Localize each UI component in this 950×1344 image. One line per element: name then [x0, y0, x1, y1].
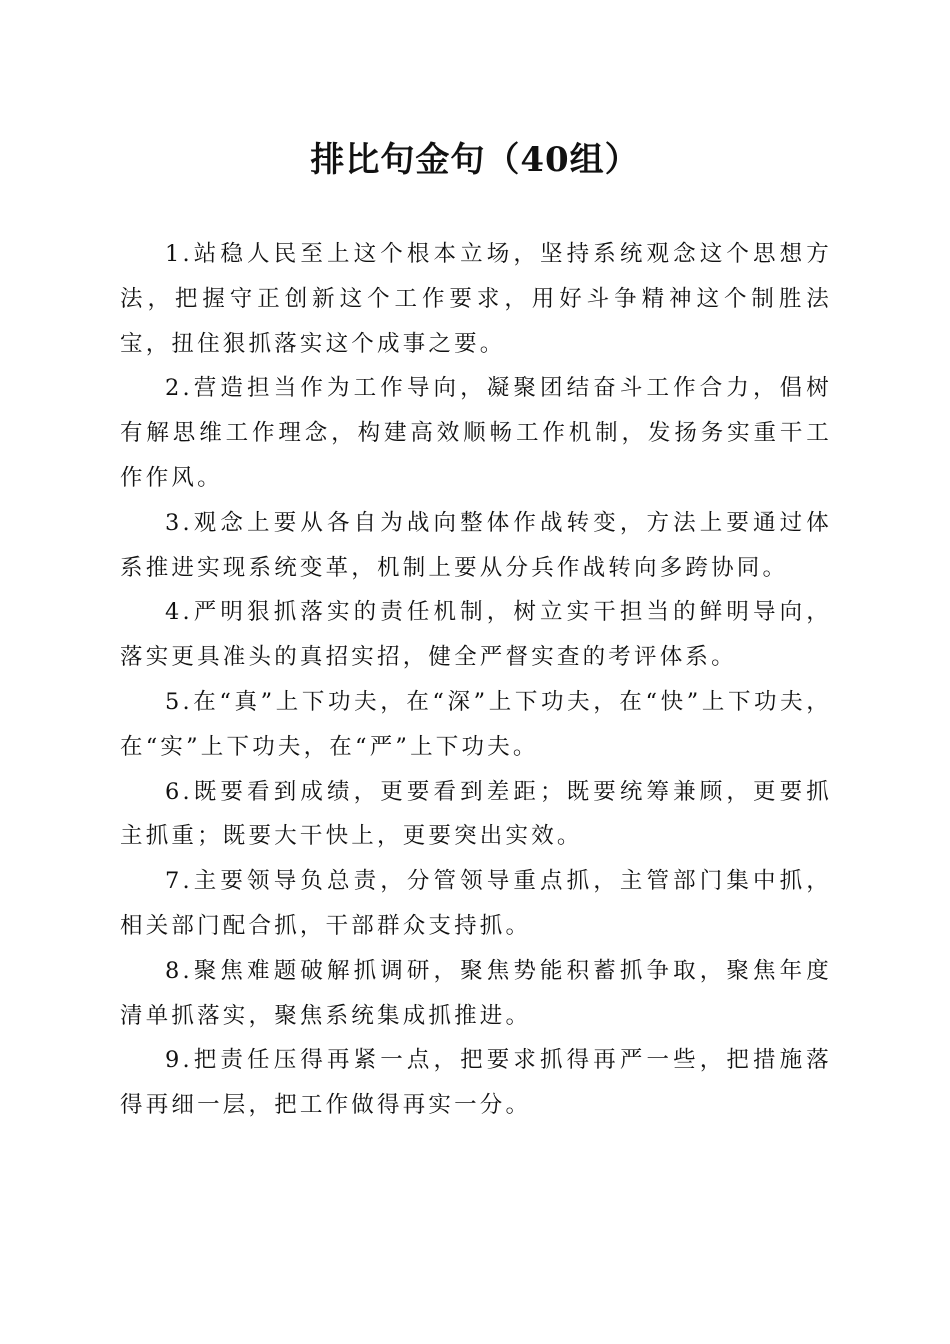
paragraph-7: 7.主要领导负总责，分管领导重点抓，主管部门集中抓，相关部门配合抓，干部群众支持抓。 [120, 868, 832, 939]
paragraph-2: 2.营造担当作为工作导向，凝聚团结奋斗工作合力，倡树有解思维工作理念，构建高效顺畅工作机制，发扬务实重干工作作风。 [120, 375, 832, 491]
paragraph-6: 6.既要看到成绩，更要看到差距；既要统筹兼顾，更要抓主抓重；既要大干快上，更要突出实效。 [120, 778, 832, 850]
document-body [120, 232, 832, 1128]
paragraph-4: 4.严明狠抓落实的责任机制，树立实干担当的鲜明导向，落实更具准头的真招实招，健全严督实查的考评体系。 [120, 599, 832, 671]
paragraph-1: 1.站稳人民至上这个根本立场，坚持系统观念这个思想方法，把握守正创新这个工作要求，用好斗争精神这个制胜法宝，扭住狠抓落实这个成事之要。 [120, 241, 832, 357]
paragraph-8: 8.聚焦难题破解抓调研，聚焦势能积蓄抓争取，聚焦年度清单抓落实，聚焦系统集成抓推进。 [120, 957, 832, 1029]
paragraph-3: 3.观念上要从各自为战向整体作战转变，方法上要通过体系推进实现系统变革，机制上要从分兵作战转向多跨协同。 [120, 509, 832, 581]
paragraph-9: 9.把责任压得再紧一点，把要求抓得再严一些，把措施落得再细一层，把工作做得再实一分。 [120, 1047, 832, 1119]
paragraph-5: 5.在“真”上下功夫，在“深”上下功夫，在“快”上下功夫，在“实”上下功夫，在“严”上下功夫。 [120, 688, 832, 760]
document-title: 排比句金句（40组） [310, 140, 640, 180]
